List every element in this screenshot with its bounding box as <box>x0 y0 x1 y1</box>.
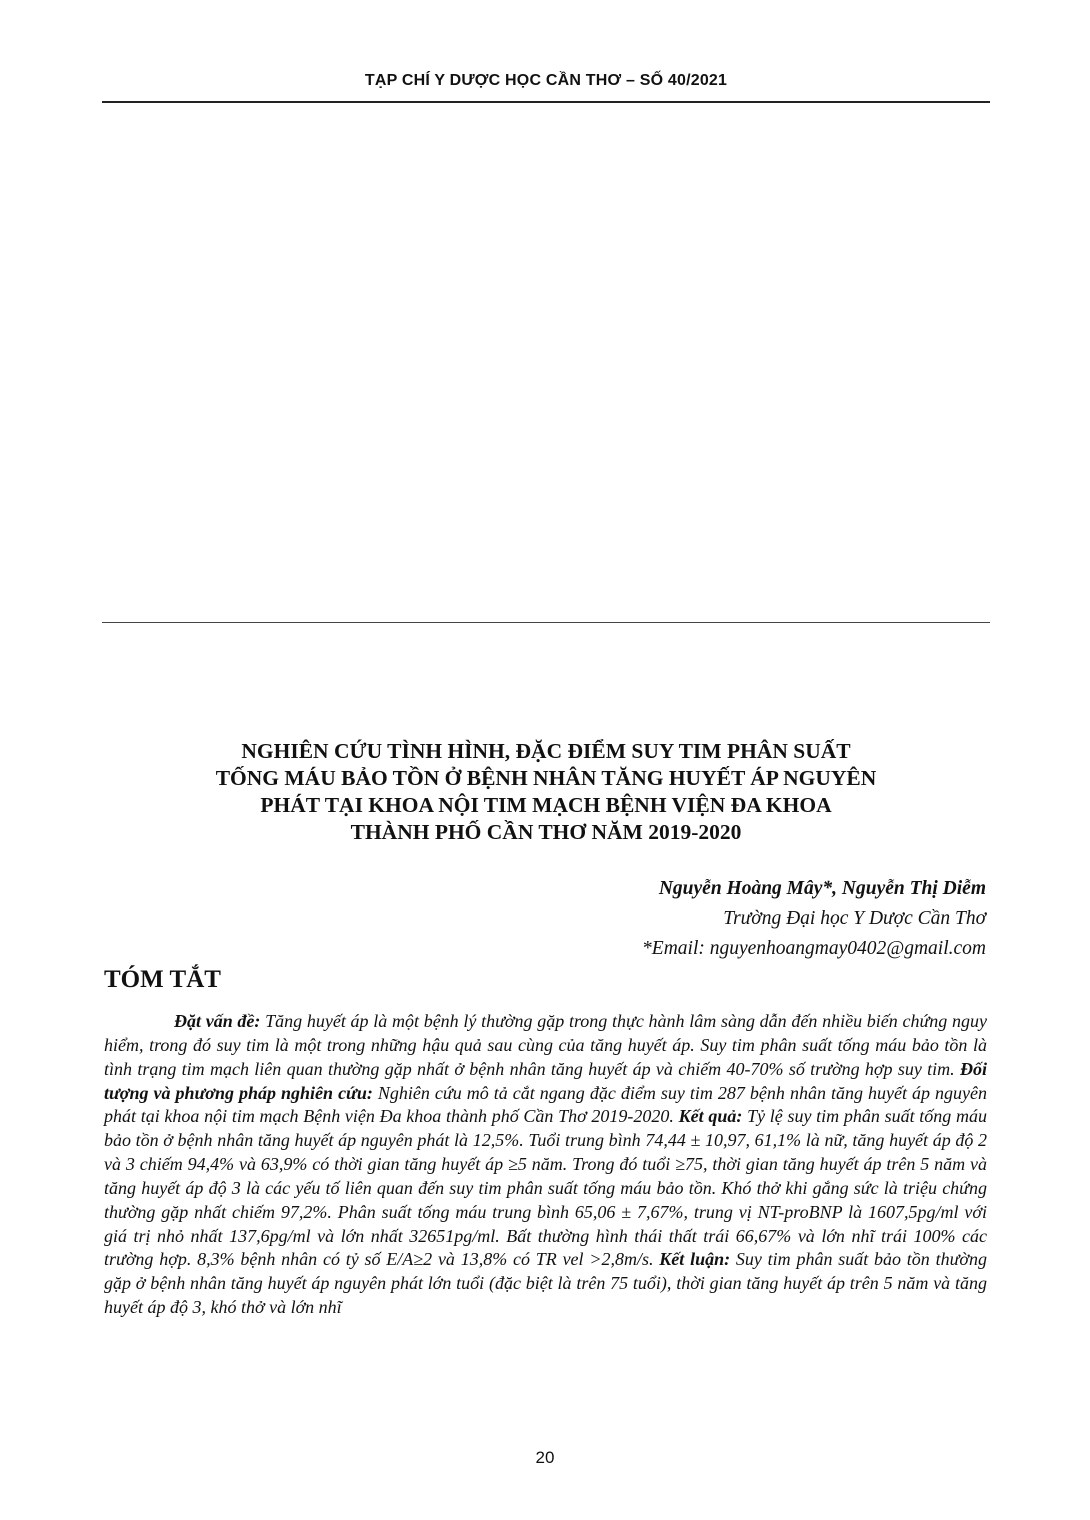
title-line: PHÁT TẠI KHOA NỘI TIM MẠCH BỆNH VIỆN ĐA KHOA <box>260 793 832 817</box>
conclusion-text: Suy tim phân suất bảo tồn thường gặp ở bệnh nhân tăng huyết áp nguyên phát lớn tuổi (đặc biệt là trên 75 tuổi), thời gian tăng huyết áp trên 5 năm và tăng huyết áp độ 3, khó thở và lớn nhĩ <box>104 1249 988 1318</box>
title-line: TỐNG MÁU BẢO TỒN Ở BỆNH NHÂN TĂNG HUYẾT ÁP NGUYÊN <box>215 766 877 790</box>
author-block <box>642 874 986 964</box>
journal-header: TẠP CHÍ Y DƯỢC HỌC CẦN THƠ – SỐ 40/2021 <box>364 72 728 89</box>
article-title <box>102 738 990 846</box>
abstract-paragraph <box>104 1010 987 1320</box>
background-text: Tăng huyết áp là một bệnh lý thường gặp trong thực hành lâm sàng dẫn đến nhiều biến chứng nguy hiểm, trong đó suy tim là một trong những hậu quả sau cùng của tăng huyết áp. Suy tim phân suất tống máu bảo tồn là tình trạng tim mạch liên quan thường gặp nhất ở bệnh nhân tăng huyết áp và chiếm 40-70% số trường hợp suy tim. <box>104 1011 988 1079</box>
section-divider <box>102 622 990 623</box>
email: *Email: nguyenhoangmay0402@gmail.com <box>642 938 986 959</box>
author-names: Nguyễn Hoàng Mây*, Nguyễn Thị Diễm <box>658 878 986 899</box>
methods-label: Đối tượng và phương pháp nghiên cứu: <box>104 1058 987 1103</box>
results-text: Tỷ lệ suy tim phân suất tống máu bảo tồn ở bệnh nhân tăng huyết áp nguyên phát là 12,5%. Tuổi trung bình 74,44 ± 10,97, 61,1% là nữ, tăng huyết áp độ 2 và 3 chiếm 94,4% và 63,9% có thời gian tăng huyết áp ≥5 năm. Trong đó tuổi ≥75, thời gian tăng huyết áp trên 5 năm và tăng huyết áp độ 3 là các yếu tố liên quan đến suy tim phân suất tống máu bảo tồn. Khó thở khi gắng sức là triệu chứng thường gặp nhất chiếm 97,2%. Phân suất tống máu trung bình 65,06 ± 7,67%, trung vị NT-proBNP là 1607,5pg/ml với giá trị nhỏ nhất 137,6pg/ml và lớn nhất 32651pg/ml. Bất thường hình thái thất trái 66,67% và lớn nhĩ trái 100% các trường hợp. 8,3% bệnh nhân có tỷ số E/A≥2 và 13,8% có TR vel >2,8m/s. <box>104 1106 987 1270</box>
results-label: Kết quả: <box>678 1106 743 1127</box>
title-line: NGHIÊN CỨU TÌNH HÌNH, ĐẶC ĐIỂM SUY TIM PHÂN SUẤT <box>241 739 851 763</box>
methods-text: Nghiên cứu mô tả cắt ngang đặc điểm suy tim 287 bệnh nhân tăng huyết áp nguyên phát tại khoa nội tim mạch Bệnh viện Đa khoa thành phố Cần Thơ 2019-2020. <box>104 1082 987 1127</box>
header-rule <box>102 101 990 103</box>
page-number: 20 <box>535 1448 555 1467</box>
background-label: Đặt vấn đề: <box>174 1011 261 1031</box>
abstract-heading: TÓM TẮT <box>104 966 221 993</box>
affiliation: Trường Đại học Y Dược Cần Thơ <box>723 908 986 929</box>
title-line: THÀNH PHỐ CẦN THƠ NĂM 2019-2020 <box>350 820 742 844</box>
conclusion-label: Kết luận: <box>659 1249 731 1270</box>
